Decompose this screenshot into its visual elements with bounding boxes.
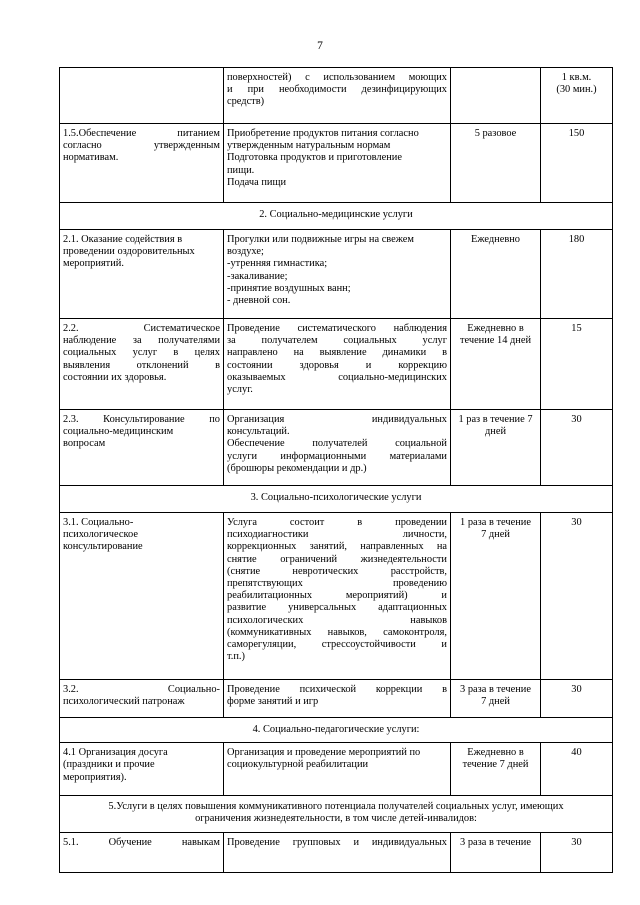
service-name-cell: 5.1. Обучение навыкам — [60, 833, 224, 873]
service-description-cell: поверхностей) с использованием моющих и при необходимости дезинфицирующих средств) — [224, 68, 451, 124]
service-name-cell: 2.2. Систематическое наблюдение за получателями социальных услуг в целях выявления отклонений в состоянии их здоровья. — [60, 319, 224, 410]
time-norm-cell: 40 — [541, 743, 613, 796]
frequency-cell: Ежедневно в течение 7 дней — [451, 743, 541, 796]
time-norm-cell: 30 — [541, 680, 613, 718]
time-norm-cell: 15 — [541, 319, 613, 410]
time-norm-cell: 1 кв.м. (30 мин.) — [541, 68, 613, 124]
frequency-cell: 1 раз в течение 7 дней — [451, 410, 541, 486]
section-header-row — [60, 796, 613, 833]
table-row — [60, 743, 613, 796]
time-norm-cell: 180 — [541, 230, 613, 319]
service-description-cell: Проведение групповых и индивидуальных — [224, 833, 451, 873]
services-table — [59, 67, 613, 873]
service-name-cell — [60, 68, 224, 124]
table-row — [60, 230, 613, 319]
service-name-cell: 4.1 Организация досуга (праздники и прочие мероприятия). — [60, 743, 224, 796]
section-header-row — [60, 203, 613, 230]
table-row — [60, 410, 613, 486]
section-title: 2. Социально-медицинские услуги — [60, 203, 613, 230]
service-name-cell: 1.5.Обеспечение питанием согласно утвержденным нормативам. — [60, 124, 224, 203]
frequency-cell — [451, 68, 541, 124]
time-norm-cell: 30 — [541, 513, 613, 680]
time-norm-cell: 30 — [541, 410, 613, 486]
page-number: 7 — [317, 40, 323, 52]
service-name-cell: 3.2. Социально- психологический патронаж — [60, 680, 224, 718]
table-row — [60, 319, 613, 410]
service-description-cell: Услуга состоит в проведении психодиагностики личности, коррекционных занятий, направленных на снятие ограничений жизнедеятельности (снятие невротических расстройств, препятствующих проведению реабилитационных мероприятий) и развитие универсальных адаптационных психологических навыков (коммуникативных навыков, самоконтроля, саморегуляции, стрессоустойчивости и т.п.) — [224, 513, 451, 680]
time-norm-cell: 150 — [541, 124, 613, 203]
frequency-cell: 5 разовое — [451, 124, 541, 203]
table-row — [60, 68, 613, 124]
service-description-cell: Прогулки или подвижные игры на свежем воздухе; -утренняя гимнастика; -закаливание; -принятие воздушных ванн; - дневной сон. — [224, 230, 451, 319]
table-row — [60, 124, 613, 203]
service-description-cell: Организация и проведение мероприятий по социокультурной реабилитации — [224, 743, 451, 796]
time-norm-cell: 30 — [541, 833, 613, 873]
service-description-cell: Организация индивидуальных консультаций. Обеспечение получателей социальной услуги информационными материалами (брошюры рекомендации и др.) — [224, 410, 451, 486]
service-name-cell: 2.1. Оказание содействия в проведении оздоровительных мероприятий. — [60, 230, 224, 319]
section-title: 5.Услуги в целях повышения коммуникативного потенциала получателей социальных услуг, имеющих ограничения жизнедеятельности, в том числе детей-инвалидов: — [60, 796, 613, 833]
section-header-row — [60, 718, 613, 743]
table-row — [60, 680, 613, 718]
service-description-cell: Приобретение продуктов питания согласно утвержденным натуральным нормам Подготовка продуктов и приготовление пищи. Подача пищи — [224, 124, 451, 203]
section-title: 3. Социально-психологические услуги — [60, 486, 613, 513]
service-description-cell: Проведение систематического наблюдения за получателем социальных услуг направлено на выявление динамики в состоянии здоровья и коррекцию оказываемых социально-медицинских услуг. — [224, 319, 451, 410]
section-title: 4. Социально-педагогические услуги: — [60, 718, 613, 743]
table-row — [60, 833, 613, 873]
frequency-cell: 1 раза в течение 7 дней — [451, 513, 541, 680]
section-header-row — [60, 486, 613, 513]
table-row — [60, 513, 613, 680]
frequency-cell: 3 раза в течение — [451, 833, 541, 873]
service-name-cell: 2.3. Консультирование по социально-медицинским вопросам — [60, 410, 224, 486]
frequency-cell: Ежедневно — [451, 230, 541, 319]
frequency-cell: Ежедневно в течение 14 дней — [451, 319, 541, 410]
service-name-cell: 3.1. Социально- психологическое консультирование — [60, 513, 224, 680]
frequency-cell: 3 раза в течение 7 дней — [451, 680, 541, 718]
service-description-cell: Проведение психической коррекции в форме занятий и игр — [224, 680, 451, 718]
